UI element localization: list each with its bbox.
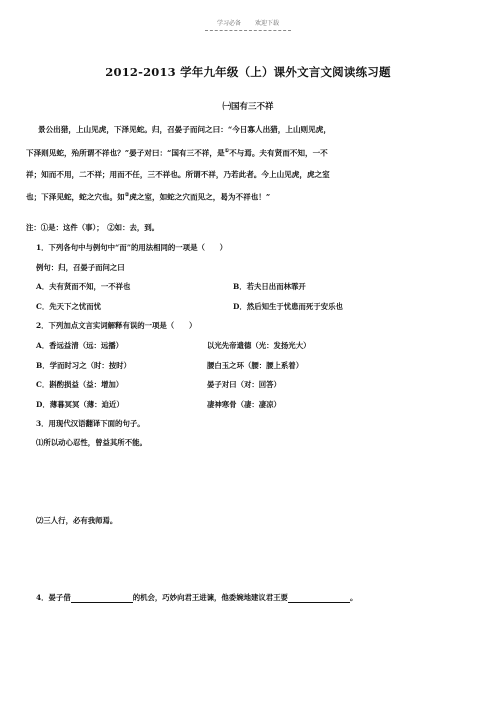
- question-3-sentence-2: ⑵三人行，必有我师焉。: [36, 516, 118, 525]
- question-1-stem: 1．下列各句中与例句中“而”的用法相同的一项是（ ）: [36, 243, 228, 252]
- question-2-option-c: C．斟酌损益（益：增加）: [36, 380, 124, 389]
- footnote: 注：①是：这件（事）； ②如：去，到。: [26, 223, 160, 232]
- question-2-option-b-second: 腰白玉之环（腰：腰上系着）: [207, 361, 304, 370]
- question-2-option-a: A．香远益清（远：远播）: [36, 341, 124, 350]
- question-1-option-b: B．若夫日出而林霏开: [233, 282, 306, 291]
- question-4: 4．晏子借 的机会，巧妙向君王进谏，他委婉地建议君王要 。: [36, 593, 358, 602]
- passage-text: [26, 119, 476, 208]
- passage-title: ㈠国有三不祥: [222, 102, 274, 112]
- question-2-option-a-second: 以光先帝遗德（光：发扬光大）: [207, 341, 311, 350]
- header-right-text: 欢迎下载: [254, 20, 279, 27]
- answer-blank-2[interactable]: [288, 593, 350, 603]
- passage-line-2: 下泽则见蛇，殆所谓不祥也？”晏子对曰：“国有三不祥，是①不与焉。夫有贤而不知，一不: [26, 147, 328, 158]
- question-1-example: 例句：归，召晏子而问之曰: [36, 263, 125, 272]
- passage-line-4: 也；下泽见蛇，蛇之穴也。如②虎之室，如蛇之穴而见之，曷为不祥也！”: [26, 192, 271, 202]
- footnote-mark-1: ①: [224, 147, 230, 154]
- footnote-mark-2: ②: [124, 192, 130, 199]
- question-2-option-c-second: 晏子对曰（对：回答）: [207, 380, 281, 389]
- question-1-option-d: D．然后知生于忧患而死于安乐也: [233, 302, 343, 311]
- question-3-sentence-1: ⑴所以动心忍性，曾益其所不能。: [36, 438, 147, 447]
- question-1-option-a: A．夫有贤而不知，一不祥也: [36, 282, 131, 291]
- question-2-option-d: D．薄暮冥冥（薄：迫近）: [36, 400, 124, 409]
- question-2-stem: 2．下列加点文言实词解释有误的一项是（ ）: [36, 321, 197, 330]
- question-1-option-c: C．先天下之忧而忧: [36, 302, 102, 311]
- page-header: [0, 18, 496, 27]
- header-left-text: 学习必备: [217, 20, 242, 27]
- answer-blank-1[interactable]: [71, 593, 133, 603]
- question-2-option-d-second: 凄神寒骨（凄：凄凉）: [207, 400, 281, 409]
- question-3-stem: 3．用现代汉语翻译下面的句子。: [36, 419, 145, 428]
- question-2-option-b: B．学而时习之（时：按时）: [36, 361, 131, 370]
- passage-line-3: 祥；知而不用，二不祥；用而不任，三不祥也。所谓不祥，乃若此者。今上山见虎，虎之室: [26, 169, 330, 179]
- page-title: 2012-2013 学年九年级（上）课外文言文阅读练习题: [105, 65, 391, 79]
- header-divider: [205, 30, 291, 31]
- passage-line-1: 景公出猎，上山见虎，下泽见蛇。归，召晏子而问之曰：“今日寡人出猎，上山则见虎，: [38, 125, 331, 134]
